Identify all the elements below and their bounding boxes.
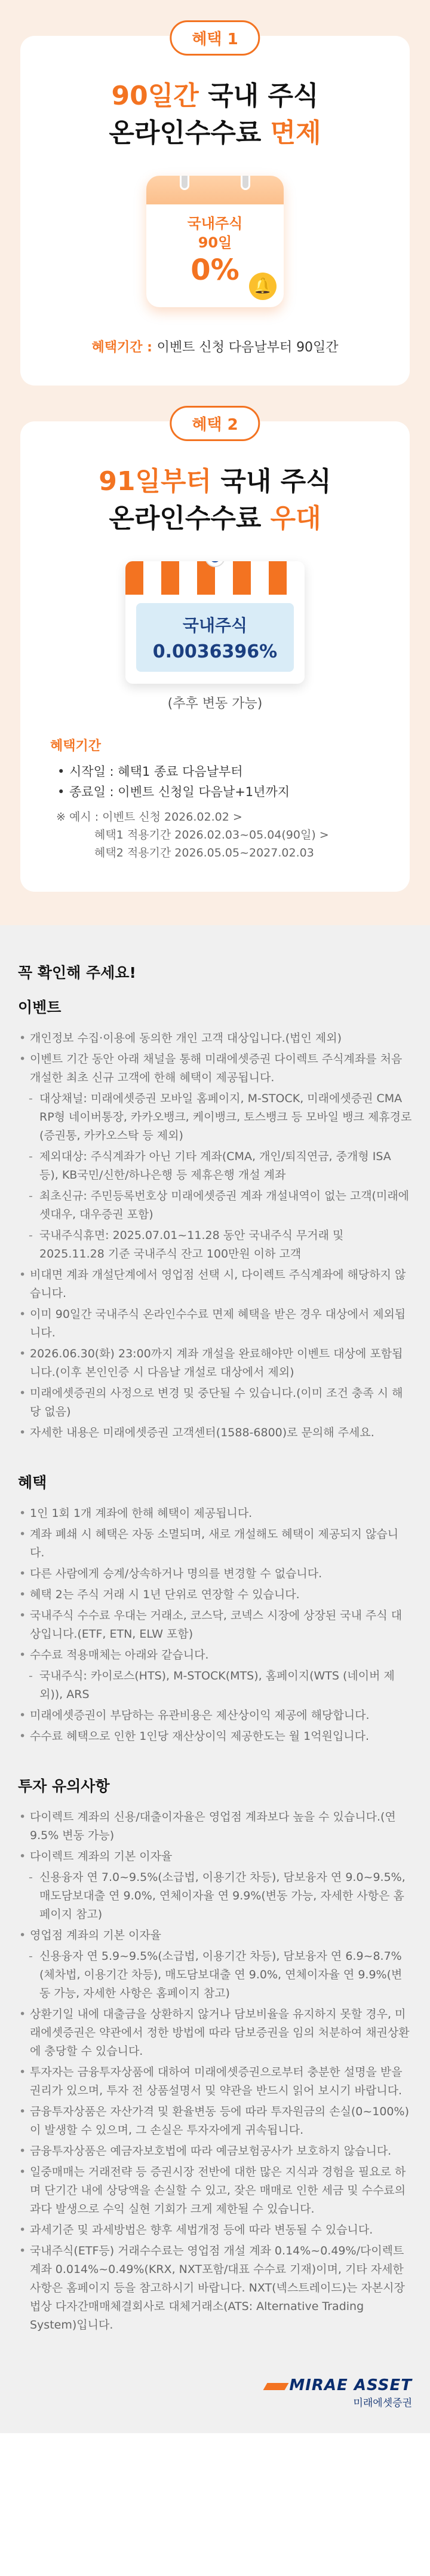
notice-item: • 금융투자상품은 예금자보호법에 따라 예금보험공사가 보호하지 않습니다. — [18, 2142, 412, 2161]
notice-item: • 계좌 폐쇄 시 혜택은 자동 소멸되며, 새로 개설해도 혜택이 제공되지 않습니다. — [18, 1525, 412, 1562]
notice-item: • 혜택 2는 주식 거래 시 1년 단위로 연장할 수 있습니다. — [18, 1586, 412, 1604]
invest-list — [18, 1808, 412, 2335]
notice-item: • 2026.06.30(화) 23:00까지 계좌 개설을 완료해야만 이벤트 대상에 포함됩니다.(이후 본인인증 시 다음날 개설로 대상에서 제외) — [18, 1345, 412, 1382]
info-item: • 종료일 : 이벤트 신청일 다음날+1년까지 — [57, 782, 392, 802]
notice-item: • 자세한 내용은 미래에셋증권 고객센터(1588-6800)로 문의해 주세요. — [18, 1424, 412, 1442]
benefit1-pill: 혜택 1 — [170, 20, 260, 56]
notice-item: - 대상채널: 미래에셋증권 모바일 홈페이지, M-STOCK, 미래에셋증권 CMA RP형 네이버통장, 카카오뱅크, 케이뱅크, 토스뱅크 등 모바일 뱅크 제휴경로(증권통, 카카오스탁 등 제외) — [18, 1090, 412, 1145]
notice-item: • 금융투자상품은 자산가격 및 환율변동 등에 따라 투자원금의 손실(0~100%)이 발생할 수 있으며, 그 손실은 투자자에게 귀속됩니다. — [18, 2103, 412, 2140]
notice-item: • 투자자는 금융투자상품에 대하여 미래에셋증권으로부터 충분한 설명을 받을 권리가 있으며, 투자 전 상품설명서 및 약관을 반드시 읽어 보시기 바랍니다. — [18, 2063, 412, 2100]
notice-item: • 개인정보 수집·이용에 동의한 개인 고객 대상입니다.(법인 제외) — [18, 1029, 412, 1048]
benefit1-headline: 90일간 국내 주식 온라인수수료 면제 — [109, 81, 321, 148]
notice-item: • 이벤트 기간 동안 아래 채널을 통해 미래에셋증권 다이렉트 주식계좌를 처음 개설한 최초 신규 고객에 한해 혜택이 제공됩니다. — [18, 1050, 412, 1087]
calendar-rate: 0% — [191, 253, 239, 287]
notice-item: • 수수료 적용매체는 아래와 같습니다. — [18, 1646, 412, 1665]
notice-item: • 비대면 계좌 개설단계에서 영업점 선택 시, 다이렉트 주식계좌에 해당하지 않습니다. — [18, 1266, 412, 1303]
storefront-icon: 국내주식 0.0036396% — [125, 561, 305, 684]
benefit-title: 혜택 — [18, 1474, 47, 1491]
notice-title: 꼭 확인해 주세요! — [18, 964, 136, 981]
notice-item: - 신용융자 연 5.9~9.5%(소급법, 이용기간 차등), 담보융자 연 6.9~8.7%(체차법, 이용기간 차등), 매도담보대출 연 9.0%, 연체이자율 연 9.9%(변동 가능, 자세한 사항은 홈페이지 참고) — [18, 1947, 412, 2003]
notice-item: - 신용융자 연 7.0~9.5%(소급법, 이용기간 차등), 담보융자 연 9.0~9.5%, 매도담보대출 연 9.0%, 연체이자율 연 9.9%(변동 가능, 자세한 사항은 홈페이지 참고) — [18, 1868, 412, 1924]
notice-item: - 최초신규: 주민등록번호상 미래에셋증권 계좌 개설내역이 없는 고객(미래에셋대우, 대우증권 포함) — [18, 1187, 412, 1224]
notice-item: • 일중매매는 거래전략 등 증권시장 전반에 대한 많은 지식과 경험을 필요로 하며 단기간 내에 상당액을 손실할 수 있고, 잦은 매매로 인한 세금 및 수수료의 과다 발생으로 수익 실현 기회가 크게 제한될 수 있습니다. — [18, 2163, 412, 2219]
notice-item: • 미래에셋증권이 부담하는 유관비용은 제산상이익 제공에 해당합니다. — [18, 1706, 412, 1725]
notice-item: • 과세기준 및 과세방법은 향후 세법개정 등에 따라 변동될 수 있습니다. — [18, 2221, 412, 2240]
benefit2-headline: 91일부터 국내 주식 온라인수수료 우대 — [99, 466, 331, 534]
event-list — [18, 1029, 412, 1442]
benefit1-period: 혜택기간 : 이벤트 신청 다음날부터 90일간 — [91, 340, 339, 355]
benefit2-pill: 혜택 2 — [170, 406, 260, 441]
mirae-asset-logo: MIRAE ASSET 미래에셋증권 — [18, 2376, 412, 2409]
benefit2-card — [20, 416, 410, 892]
notice-item: • 이미 90일간 국내주식 온라인수수료 면제 혜택을 받은 경우 대상에서 제외됩니다. — [18, 1305, 412, 1342]
benefit1-card — [20, 30, 410, 386]
notice-item: • 미래에셋증권의 사정으로 변경 및 중단될 수 있습니다.(이미 조건 충족 시 해당 없음) — [18, 1384, 412, 1421]
invest-title: 투자 유의사항 — [18, 1777, 110, 1795]
rate-note: (추후 변동 가능) — [167, 696, 263, 711]
notice-item: • 수수료 혜택으로 인한 1인당 재산상이익 제공한도는 월 1억원입니다. — [18, 1727, 412, 1746]
notice-item: • 1인 1회 1개 계좌에 한해 혜택이 제공됩니다. — [18, 1504, 412, 1523]
notice-item: • 국내주식 수수료 우대는 거래소, 코스닥, 코넥스 시장에 상장된 국내 주식 대상입니다.(ETF, ETN, ELW 포함) — [18, 1607, 412, 1644]
notice-item: - 국내주식휴면: 2025.07.01~11.28 동안 국내주식 무거래 및 2025.11.28 기준 국내주식 잔고 100만원 이하 고객 — [18, 1226, 412, 1263]
calendar-icon: 국내주식 90일 0% 🔔 — [146, 176, 284, 307]
notice-item: • 다이렉트 계좌의 기본 이자율 — [18, 1847, 412, 1866]
notice-item: • 다이렉트 계좌의 신용/대출이자율은 영업점 계좌보다 높을 수 있습니다.(연 9.5% 변동 가능) — [18, 1808, 412, 1845]
event-title: 이벤트 — [18, 999, 62, 1016]
info-item: • 시작일 : 혜택1 종료 다음날부터 — [57, 761, 392, 782]
benefit2-info: 혜택기간 • 시작일 : 혜택1 종료 다음날부터 • 종료일 : 이벤트 신청일 다음날+1년까지 ※ 예시 : 이벤트 신청 2026.02.02 > 혜택1 적용기간 2026.02.03~05.04(90일) > 혜택2 적용기간 2026.05.05~2027.02.03 — [38, 736, 392, 862]
benefit-list — [18, 1504, 412, 1746]
notice-item: • 상환기일 내에 대출금을 상환하지 않거나 담보비율을 유지하지 못할 경우, 미래에셋증권은 약관에서 정한 방법에 따라 담보증권을 임의 처분하여 채권상환에 충당할 수 있습니다. — [18, 2005, 412, 2061]
benefits-section — [0, 0, 430, 925]
notice-item: • 국내주식(ETF등) 거래수수료는 영업점 개설 계좌 0.14%~0.49%/다이렉트 계좌 0.014%~0.49%(KRX, NXT포함/대표 수수료 기재)이며, 기타 자세한 사항은 홈페이지 등을 참고하시기 바랍니다. NXT(넥스트레이드)는 자본시장법상 다자간매매체결회사로 대체거래소(ATS: Alternative Trading System)입니다. — [18, 2242, 412, 2335]
benefit2-rate: 0.0036396% — [152, 641, 278, 662]
example-block: ※ 예시 : 이벤트 신청 2026.02.02 > 혜택1 적용기간 2026.02.03~05.04(90일) > 혜택2 적용기간 2026.05.05~2027.02.03 — [56, 810, 329, 859]
notice-item: - 국내주식: 카이로스(HTS), M-STOCK(MTS), 홈페이지(WTS (네이버 제외)), ARS — [18, 1667, 412, 1704]
notice-item: • 다른 사람에게 승계/상속하거나 명의를 변경할 수 없습니다. — [18, 1565, 412, 1583]
notice-section — [0, 925, 430, 2433]
bell-icon: 🔔 — [249, 273, 277, 300]
notice-item: • 영업점 계좌의 기본 이자율 — [18, 1926, 412, 1945]
notice-item: - 제외대상: 주식계좌가 아닌 기타 계좌(CMA, 개인/퇴직연금, 중개형 ISA 등), KB국민/신한/하나은행 등 제휴은행 개설 계좌 — [18, 1148, 412, 1185]
